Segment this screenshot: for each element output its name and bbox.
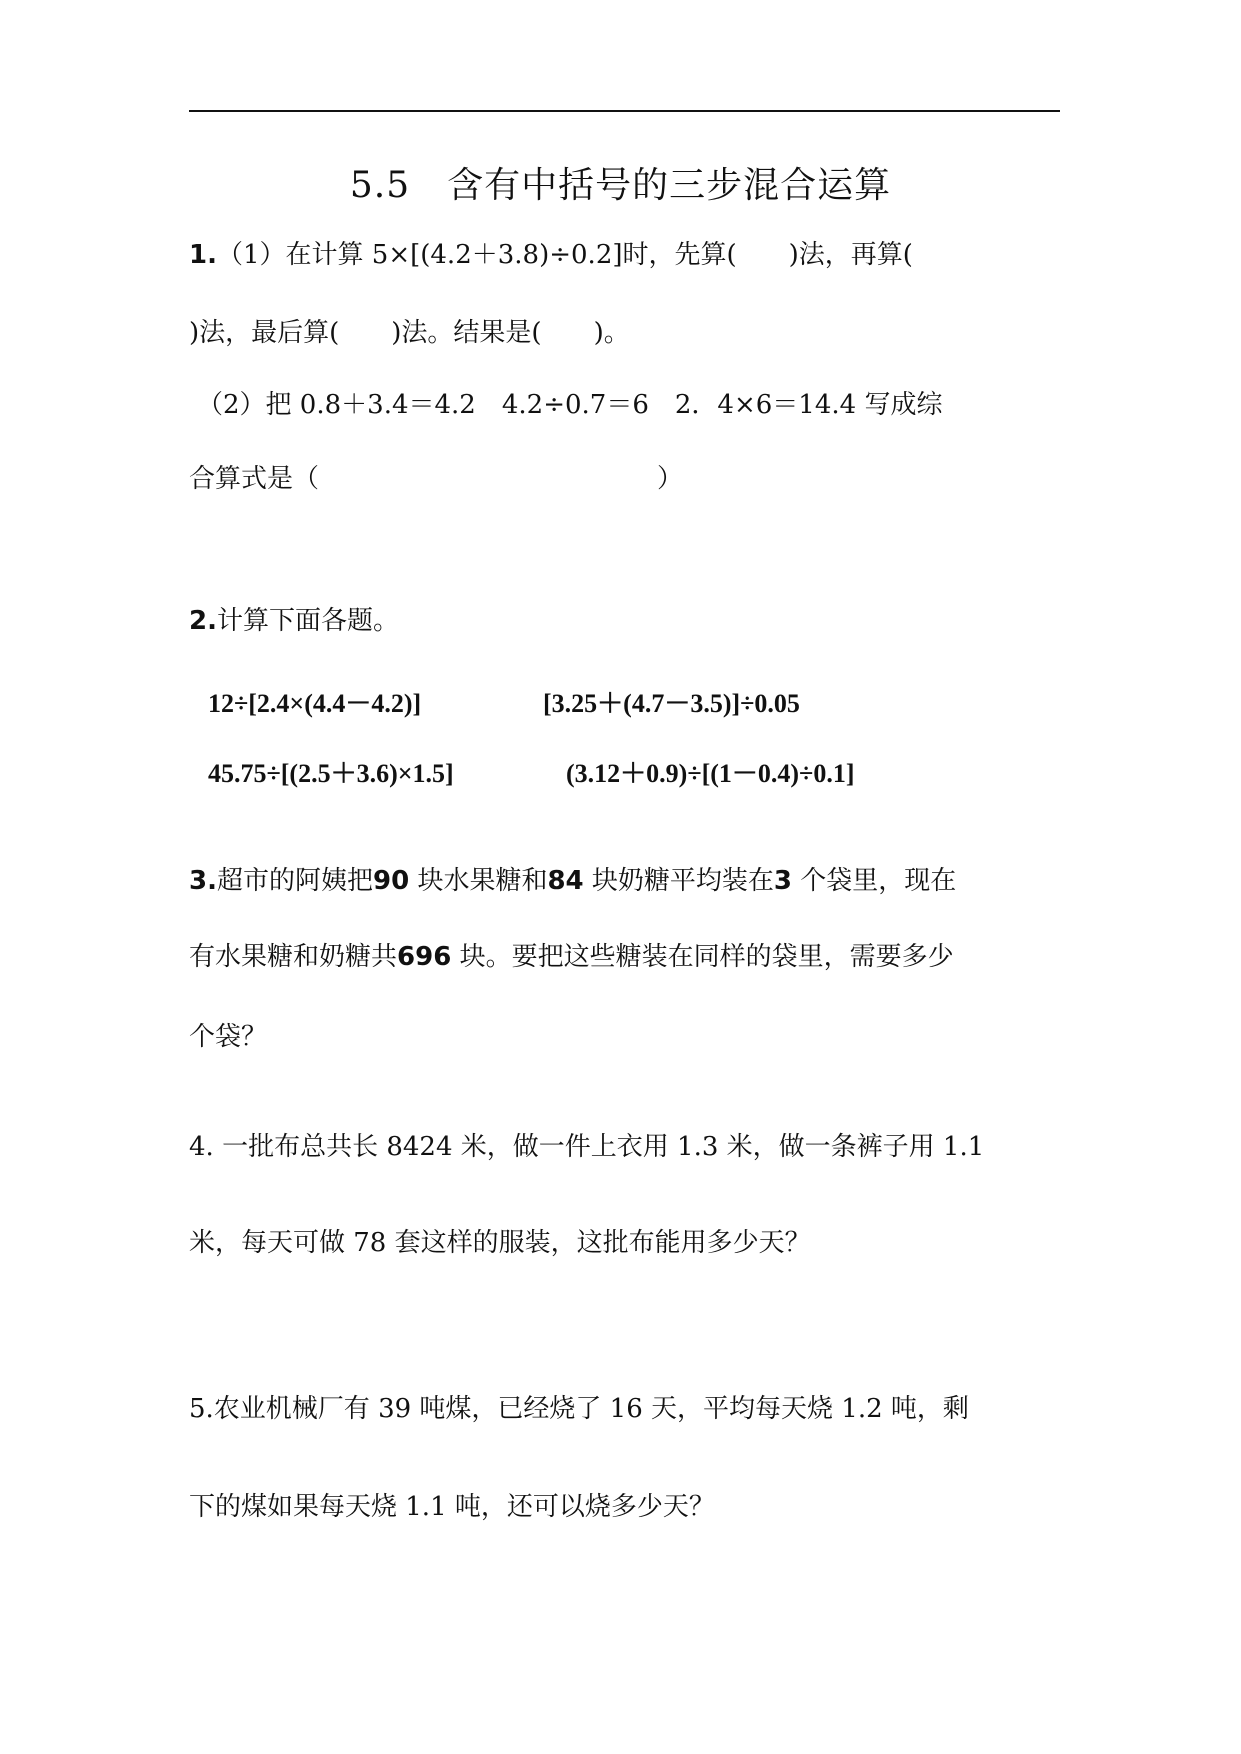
q2-number: 2. bbox=[189, 606, 217, 636]
q3-text-1a: 超市的阿姨把 bbox=[216, 866, 373, 896]
q2-formula-4: (3.12＋0.9)÷[(1－0.4)÷0.1] bbox=[566, 759, 855, 788]
q3-num-90: 90 bbox=[372, 866, 410, 896]
q1-line-4: 合算式是（ ） bbox=[189, 464, 684, 494]
q3-num-696: 696 bbox=[397, 942, 452, 972]
q3-line-2 bbox=[189, 940, 954, 974]
page-title: 5.5 含有中括号的三步混合运算 bbox=[349, 165, 892, 206]
q3-num-84: 84 bbox=[547, 866, 584, 896]
q2-formula-2: [3.25＋(4.7－3.5)]÷0.05 bbox=[543, 689, 800, 718]
q4-line-1: 4. 一批布总共长 8424 米，做一件上衣用 1.3 米，做一条裤子用 1.1 bbox=[189, 1132, 985, 1162]
q3-text-1d: 个袋里，现在 bbox=[800, 866, 957, 896]
q3-text-2b: 块。要把这些糖装在同样的袋里，需要多少 bbox=[459, 942, 954, 972]
q2-formula-3: 45.75÷[(2.5＋3.6)×1.5] bbox=[208, 759, 454, 788]
q1-text-1: （1）在计算 5×[(4.2＋3.8)÷0.2]时，先算( )法，再算( bbox=[216, 240, 913, 270]
q5-line-2: 下的煤如果每天烧 1.1 吨，还可以烧多少天？ bbox=[189, 1492, 715, 1522]
q1-line-3: （2）把 0.8＋3.4＝4.2 4.2÷0.7＝6 2．4×6＝14.4 写成综 bbox=[197, 390, 943, 420]
q3-text-1b: 块水果糖和 bbox=[417, 866, 548, 896]
q3-line-3: 个袋？ bbox=[189, 1022, 268, 1052]
q2-heading bbox=[189, 604, 399, 638]
q4-line-2: 米，每天可做 78 套这样的服装，这批布能用多少天？ bbox=[189, 1228, 811, 1258]
q2-text: 计算下面各题。 bbox=[216, 606, 399, 636]
q5-line-1: 5.农业机械厂有 39 吨煤，已经烧了 16 天，平均每天烧 1.2 吨，剩 bbox=[189, 1394, 969, 1424]
q3-number: 3. bbox=[189, 866, 217, 896]
q3-text-2a: 有水果糖和奶糖共 bbox=[189, 942, 398, 972]
header-rule bbox=[189, 110, 1060, 112]
q1-line-2: )法，最后算( )法。结果是( )。 bbox=[189, 318, 630, 348]
q1-number: 1. bbox=[189, 240, 217, 270]
q1-line-1 bbox=[189, 238, 913, 272]
q3-text-1c: 块奶糖平均装在 bbox=[591, 866, 774, 896]
q3-line-1 bbox=[189, 864, 956, 898]
q3-num-3: 3 bbox=[773, 866, 793, 896]
q2-formula-1: 12÷[2.4×(4.4－4.2)] bbox=[208, 689, 422, 718]
